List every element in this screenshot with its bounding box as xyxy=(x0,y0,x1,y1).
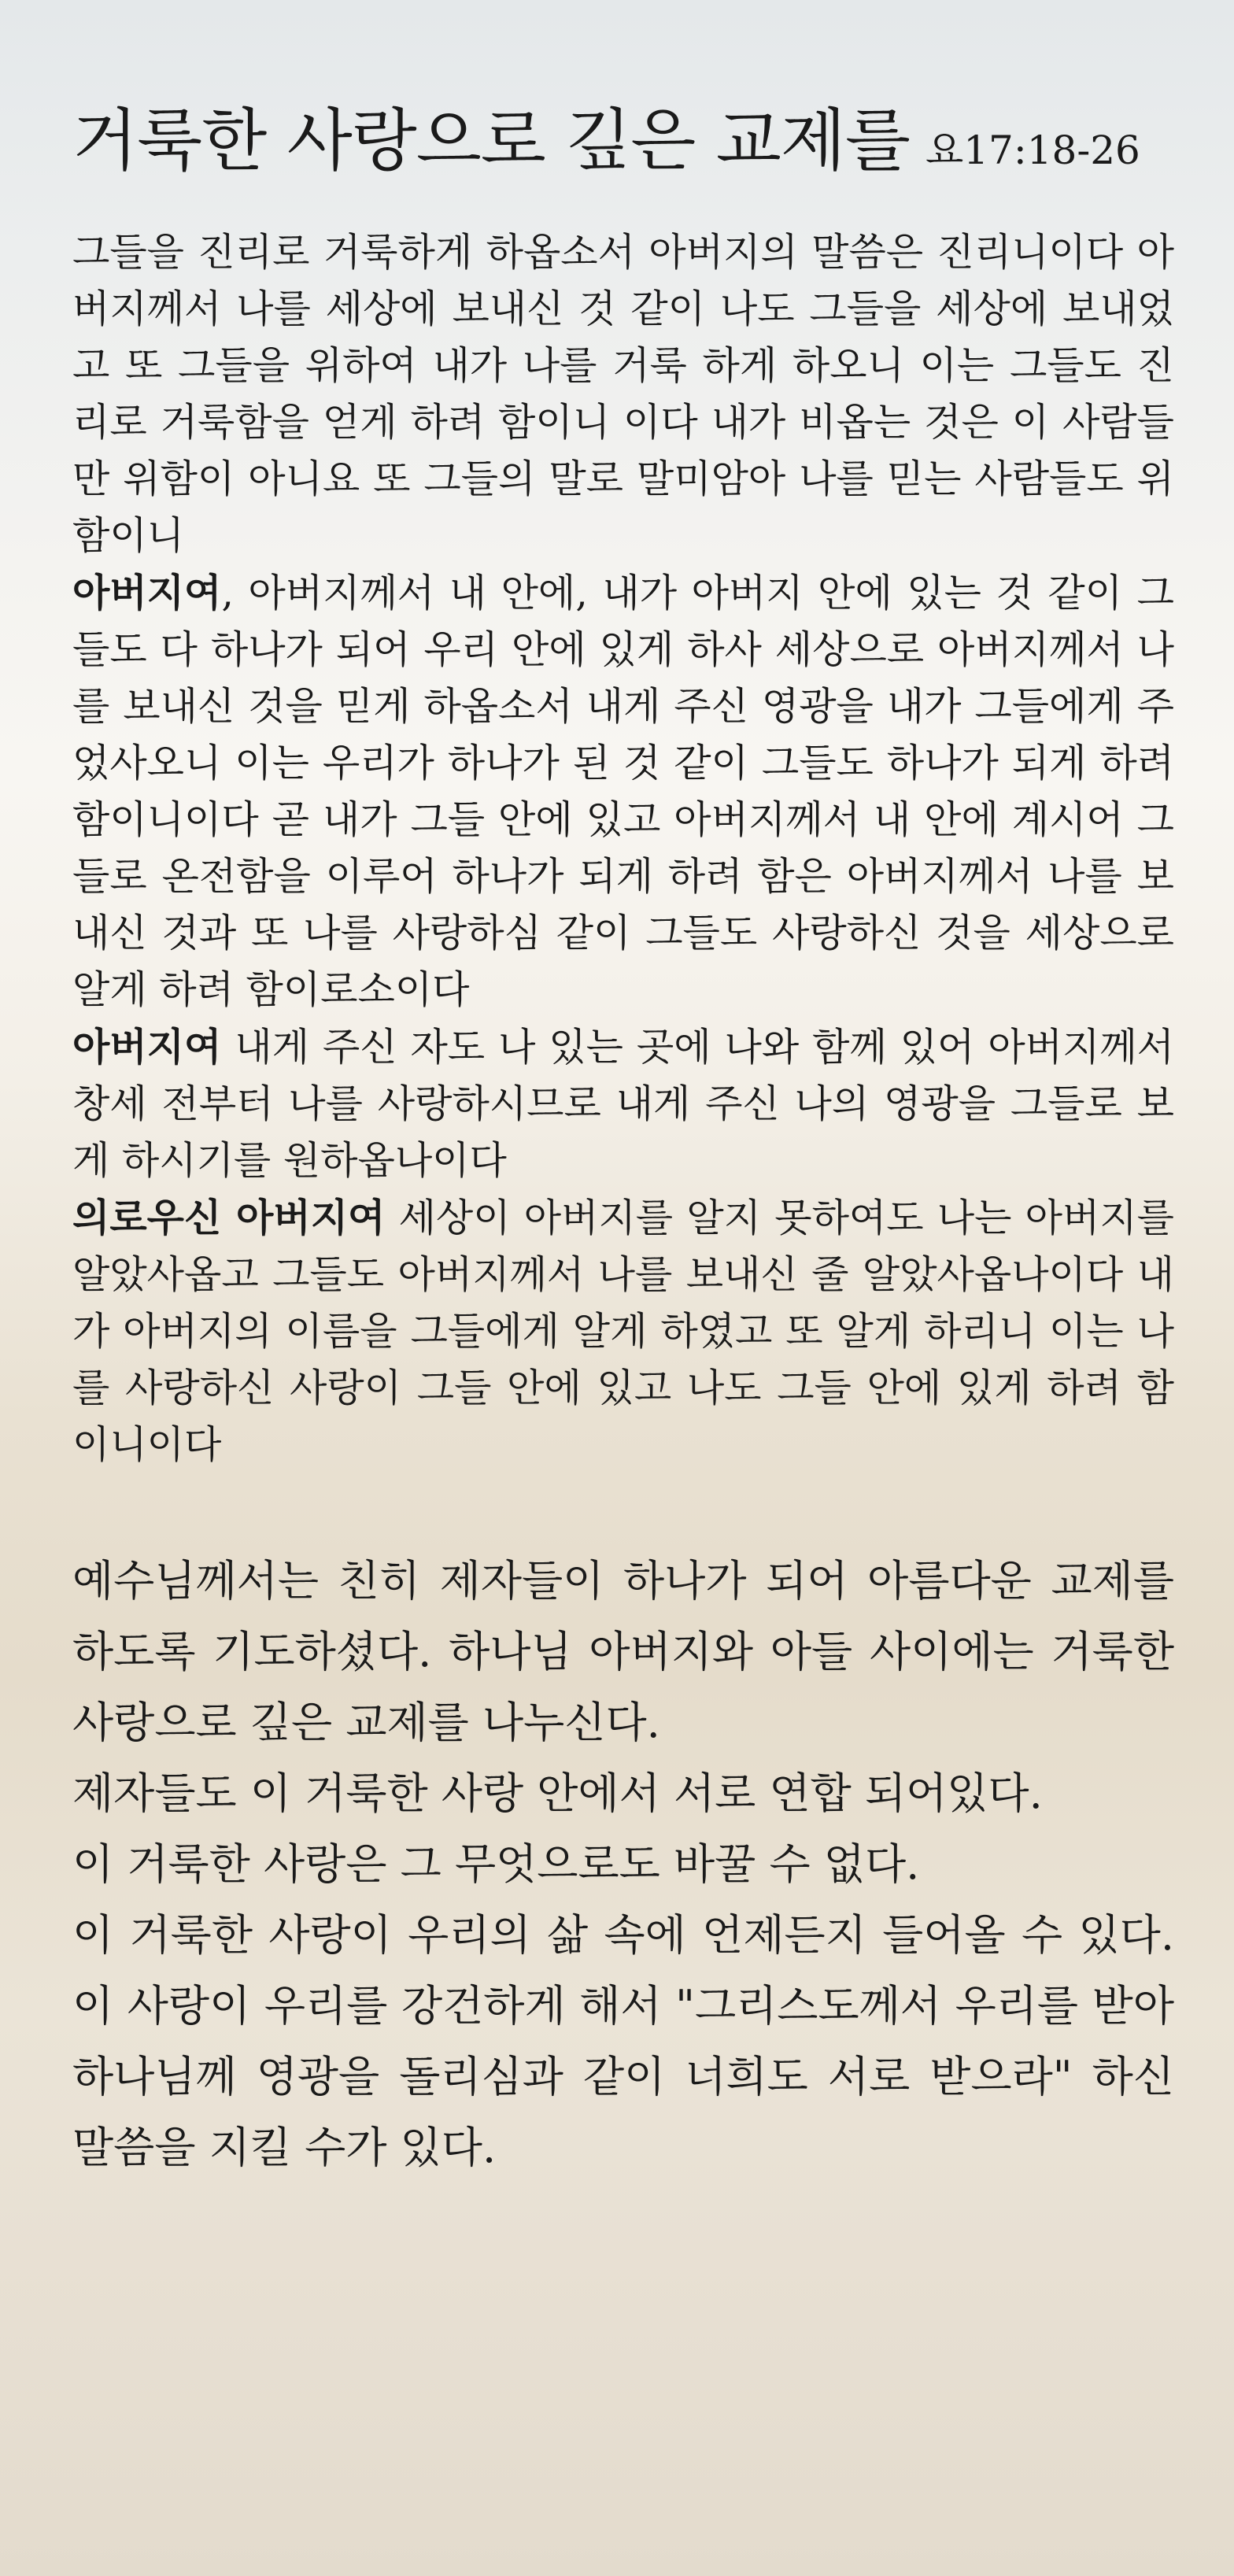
page-title: 거룩한 사랑으로 깊은 교제를 xyxy=(72,102,910,180)
reflection-section xyxy=(72,1546,1174,2183)
scripture-paragraph-4 xyxy=(72,1189,1174,1473)
scripture-paragraph-2-text: , 아버지께서 내 안에, 내가 아버지 안에 있는 것 같이 그들도 다 하나가 되어 우리 안에 있게 하사 세상으로 아버지께서 나를 보내신 것을 믿게 하옵소서 내게 주신 영광을 내가 그들에게 주었사오니 이는 우리가 하나가 된 것 같이 그들도 하나가 되게 하려 함이니이다 곧 내가 그들 안에 있고 아버지께서 내 안에 계시어 그들로 온전함을 이루어 하나가 되게 하려 함은 아버지께서 나를 보내신 것과 또 나를 사랑하심 같이 그들도 사랑하신 것을 세상으로 알게 하려 함이로소이다 xyxy=(72,570,1174,1012)
scripture-reference: 요17:18-26 xyxy=(925,128,1140,173)
reflection-paragraph-3: 이 거룩한 사랑은 그 무엇으로도 바꿀 수 없다. xyxy=(72,1839,920,1889)
scripture-paragraph-3-text: 내게 주신 자도 나 있는 곳에 나와 함께 있어 아버지께서 창세 전부터 나를 사랑하시므로 내게 주신 나의 영광을 그들로 보게 하시기를 원하옵나이다 xyxy=(72,1024,1174,1183)
reflection-paragraph-2: 제자들도 이 거룩한 사랑 안에서 서로 연합 되어있다. xyxy=(72,1768,1043,1818)
scripture-passage xyxy=(72,224,1174,1473)
scripture-paragraph-2 xyxy=(72,564,1174,1018)
reflection-paragraph-4: 이 거룩한 사랑이 우리의 삶 속에 언제든지 들어올 수 있다. 이 사랑이 우리를 강건하게 해서 "그리스도께서 우리를 받아 하나님께 영광을 돌리심과 같이 너희도 서로 받으라" 하신 말씀을 지킬 수가 있다. xyxy=(72,1909,1174,2172)
scripture-paragraph-1: 그들을 진리로 거룩하게 하옵소서 아버지의 말씀은 진리니이다 아버지께서 나를 세상에 보내신 것 같이 나도 그들을 세상에 보내었고 또 그들을 위하여 내가 나를 거룩 하게 하오니 이는 그들도 진리로 거룩함을 얻게 하려 함이니 이다 내가 비옵는 것은 이 사람들만 위함이 아니요 또 그들의 말로 말미암아 나를 믿는 사람들도 위함이니 xyxy=(72,229,1174,558)
scripture-paragraph-4-text: 세상이 아버지를 알지 못하여도 나는 아버지를 알았사옵고 그들도 아버지께서 나를 보내신 줄 알았사옵나이다 내가 아버지의 이름을 그들에게 알게 하였고 또 알게 하리니 이는 나를 사랑하신 사랑이 그들 안에 있고 나도 그들 안에 있게 하려 함이니이다 xyxy=(72,1195,1174,1467)
scripture-address-father-2: 아버지여 xyxy=(72,1023,222,1070)
scripture-paragraph-3 xyxy=(72,1018,1174,1189)
scripture-address-father: 아버지여 xyxy=(72,569,222,615)
title-row xyxy=(72,102,1174,180)
reflection-paragraph-1: 예수님께서는 친히 제자들이 하나가 되어 아름다운 교제를 하도록 기도하셨다. 하나님 아버지와 아들 사이에는 거룩한 사랑으로 깊은 교제를 나누신다. xyxy=(72,1555,1174,1747)
scripture-address-righteous-father: 의로우신 아버지여 xyxy=(72,1194,386,1240)
